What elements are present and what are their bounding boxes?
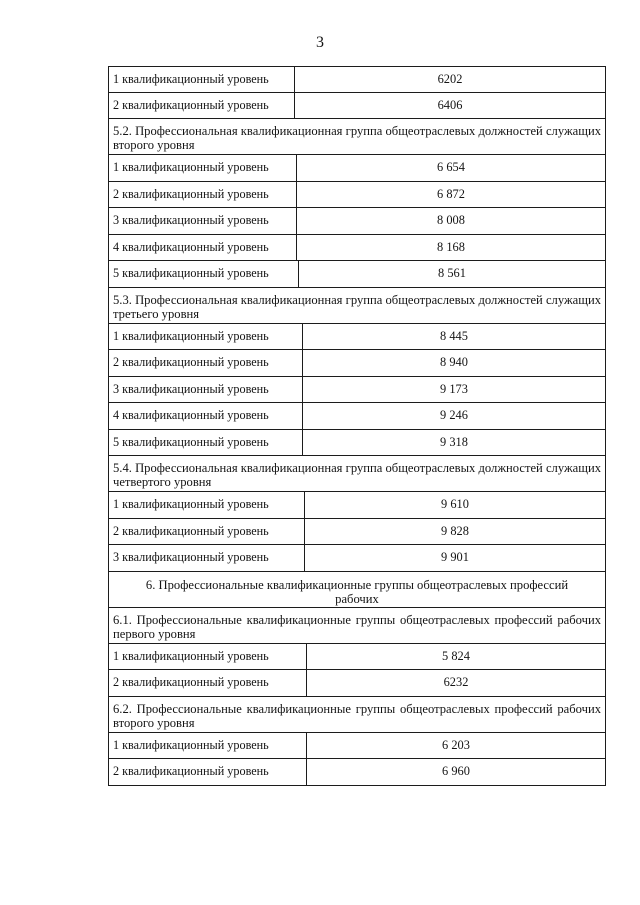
group-heading: 5.4. Профессиональная квалификационная группа общеотраслевых должностей служащих четвертого уровня	[108, 456, 606, 492]
group-heading: 6.1. Профессиональные квалификационные группы общеотраслевых профессий рабочих первого уровня	[108, 608, 606, 644]
salary-value: 6 654	[437, 160, 465, 175]
level-label: 2 квалификационный уровень	[109, 182, 297, 208]
level-label: 4 квалификационный уровень	[109, 403, 303, 429]
table-row	[108, 519, 606, 546]
table-row	[108, 208, 606, 235]
salary-value: 6 960	[442, 764, 470, 779]
level-label: 1 квалификационный уровень	[109, 733, 307, 759]
level-label: 1 квалификационный уровень	[109, 67, 295, 92]
level-label: 2 квалификационный уровень	[109, 670, 307, 696]
group-heading: 5.2. Профессиональная квалификационная группа общеотраслевых должностей служащих второго уровня	[108, 119, 606, 155]
level-label: 3 квалификационный уровень	[109, 377, 303, 403]
salary-table	[108, 66, 606, 786]
salary-value: 6 872	[437, 186, 465, 201]
level-label: 4 квалификационный уровень	[109, 235, 297, 261]
table-row	[108, 93, 606, 120]
level-label: 2 квалификационный уровень	[109, 759, 307, 785]
section-heading: 6. Профессиональные квалификационные группы общеотраслевых профессий рабочих	[108, 572, 606, 608]
level-label: 2 квалификационный уровень	[109, 350, 303, 376]
salary-value: 8 940	[440, 355, 468, 370]
table-row	[108, 324, 606, 351]
salary-value: 6232	[443, 675, 469, 690]
salary-value: 9 901	[441, 550, 469, 565]
table-row	[108, 430, 606, 457]
level-label: 3 квалификационный уровень	[109, 545, 305, 571]
level-label: 1 квалификационный уровень	[109, 155, 297, 181]
group-heading: 6.2. Профессиональные квалификационные группы общеотраслевых профессий рабочих второго уровня	[108, 697, 606, 733]
table-row	[108, 155, 606, 182]
salary-value: 9 828	[441, 523, 469, 538]
salary-value: 8 008	[437, 213, 465, 228]
salary-value: 9 610	[441, 497, 469, 512]
salary-value: 9 318	[440, 434, 468, 449]
salary-value: 6406	[437, 97, 463, 112]
salary-value: 6202	[437, 71, 463, 86]
salary-value: 5 824	[442, 648, 470, 663]
table-row	[108, 235, 606, 262]
level-label: 1 квалификационный уровень	[109, 324, 303, 350]
table-row	[108, 545, 606, 572]
level-label: 2 квалификационный уровень	[109, 93, 295, 119]
table-row	[108, 182, 606, 209]
level-label: 3 квалификационный уровень	[109, 208, 297, 234]
salary-value: 8 168	[437, 239, 465, 254]
level-label: 5 квалификационный уровень	[109, 261, 299, 287]
table-row	[108, 377, 606, 404]
table-row	[108, 492, 606, 519]
level-label: 1 квалификационный уровень	[109, 644, 307, 670]
salary-value: 9 173	[440, 381, 468, 396]
table-row	[108, 644, 606, 671]
page-number: 3	[316, 34, 324, 51]
table-row	[108, 350, 606, 377]
table-row	[108, 261, 606, 288]
level-label: 2 квалификационный уровень	[109, 519, 305, 545]
salary-value: 6 203	[442, 737, 470, 752]
group-heading: 5.3. Профессиональная квалификационная группа общеотраслевых должностей служащих третьего уровня	[108, 288, 606, 324]
level-label: 5 квалификационный уровень	[109, 430, 303, 456]
level-label: 1 квалификационный уровень	[109, 492, 305, 518]
salary-value: 8 561	[438, 266, 466, 281]
salary-value: 8 445	[440, 328, 468, 343]
table-row	[108, 670, 606, 697]
table-row	[108, 403, 606, 430]
table-row	[108, 759, 606, 786]
salary-value: 9 246	[440, 408, 468, 423]
table-row	[108, 733, 606, 760]
table-row	[108, 66, 606, 93]
